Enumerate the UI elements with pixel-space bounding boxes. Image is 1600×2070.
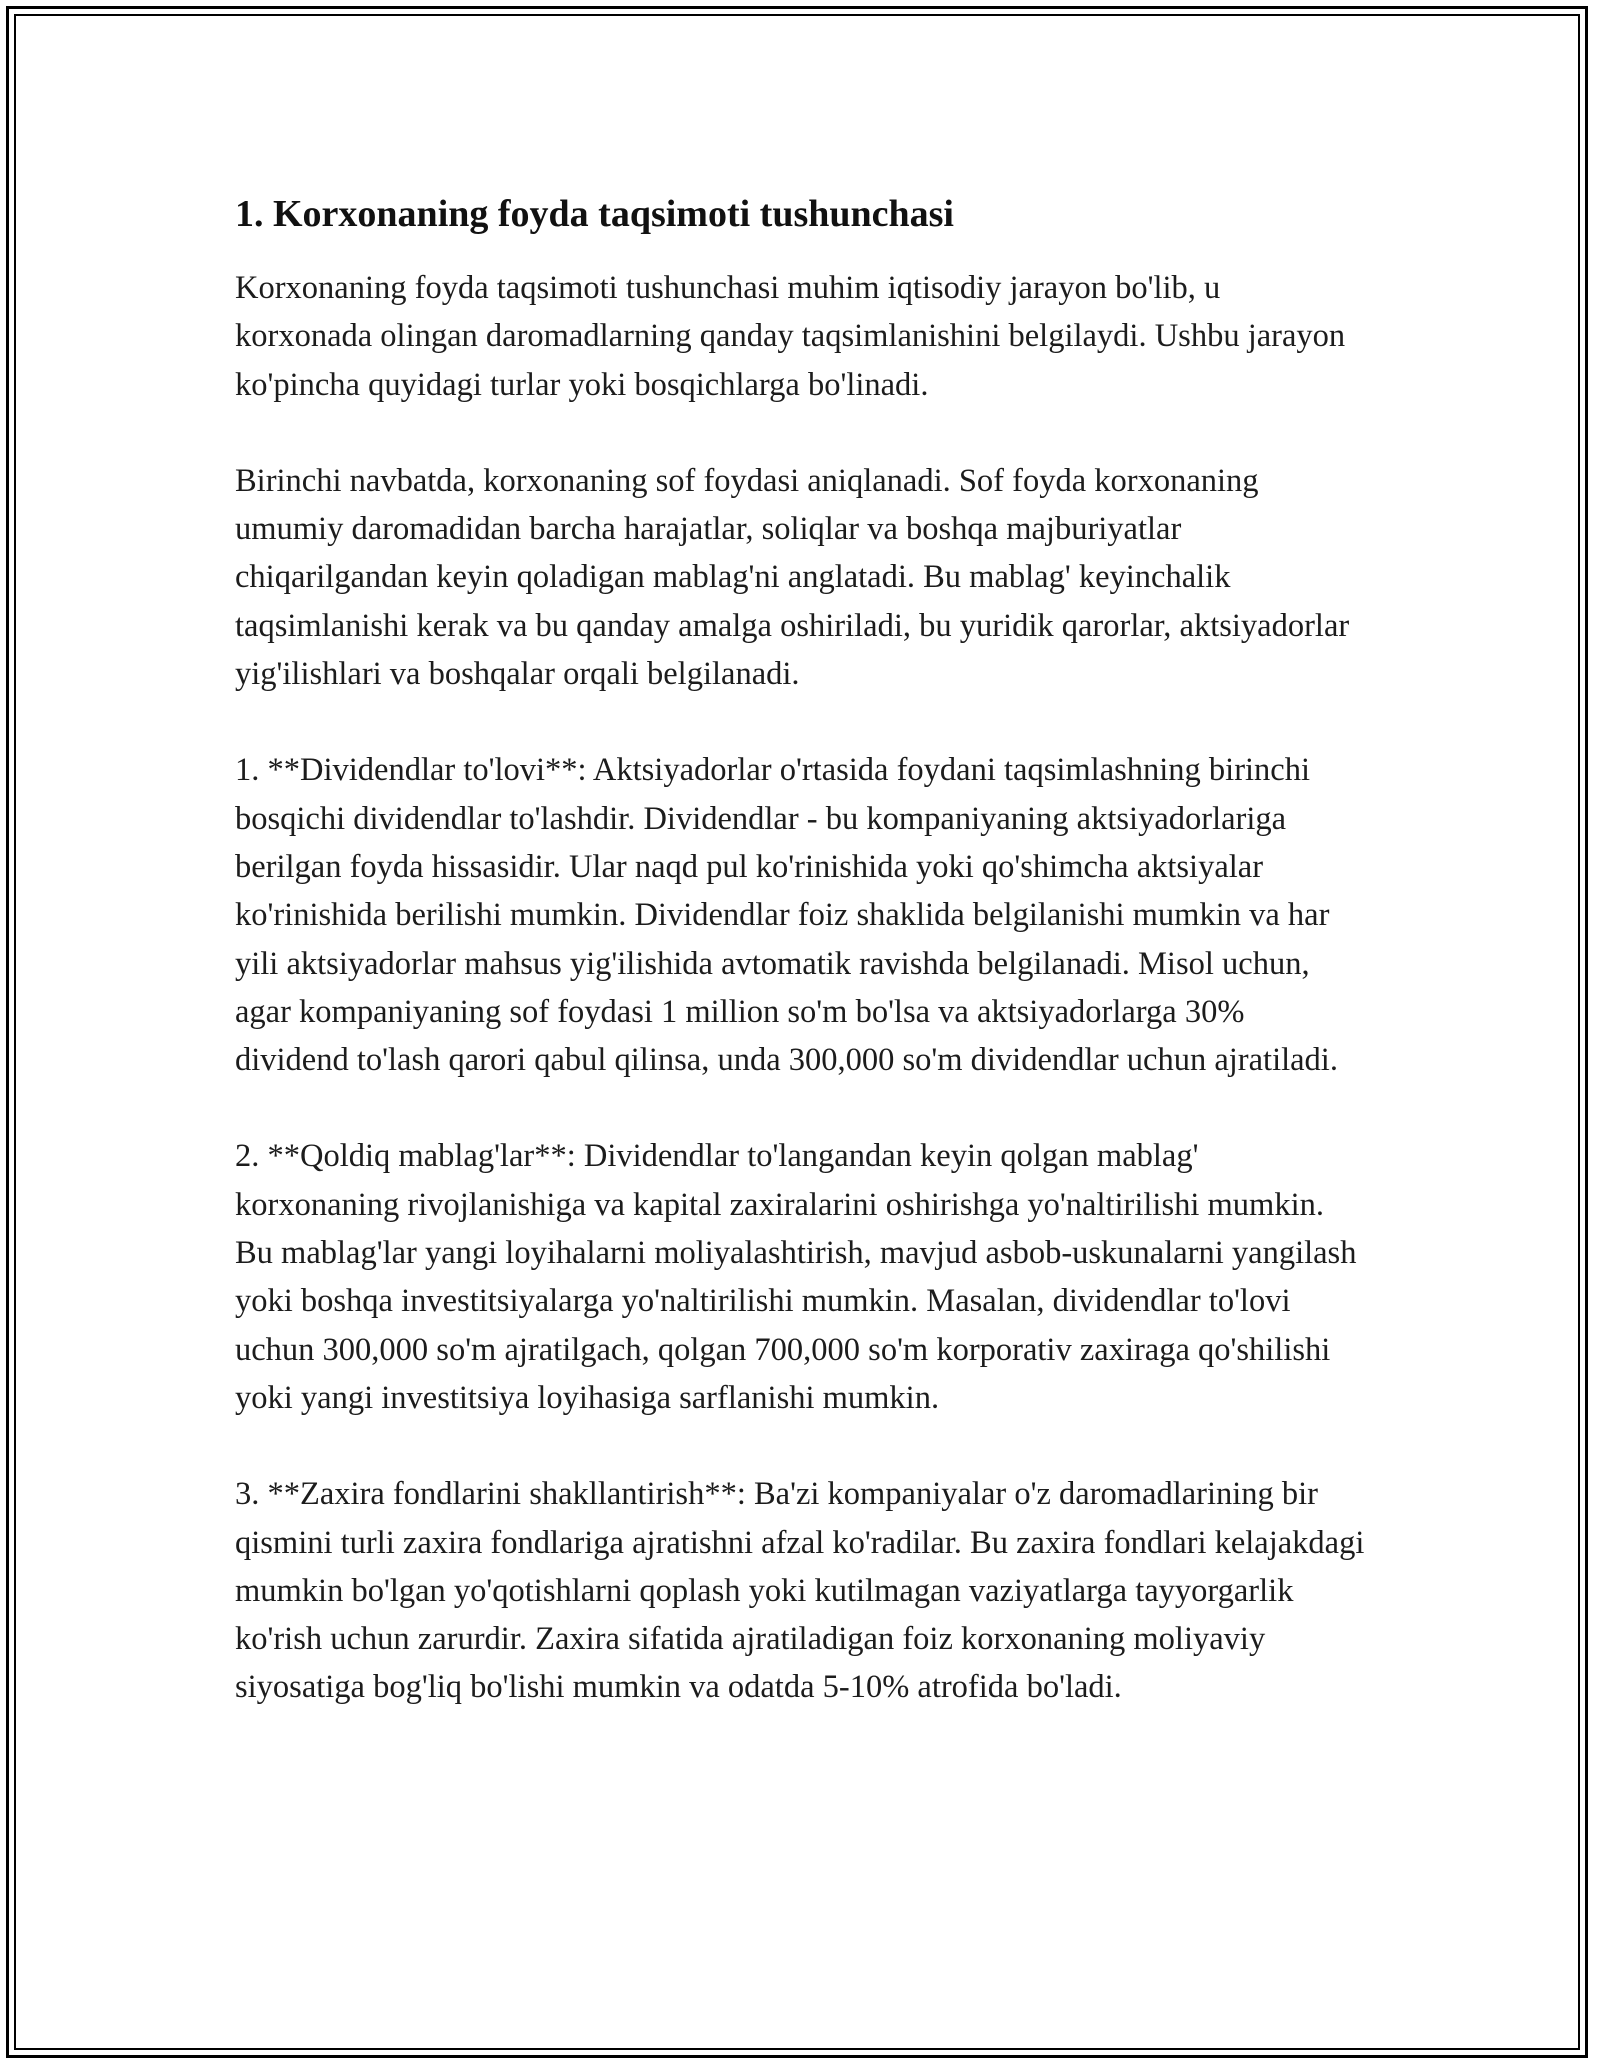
paragraph-dividends: 1. **Dividendlar to'lovi**: Aktsiyadorlar o'rtasida foydani taqsimlashning birinchi bosqichi dividendlar to'lashdir. Dividendlar - bu kompaniyaning aktsiyadorlariga berilgan foyda hissasidir. Ular naqd pul ko'rinishida yoki qo'shimcha aktsiyalar ko'rinishida berilishi mumkin. Dividendlar foiz shaklida belgilanishi mumkin va har yili aktsiyadorlar mahsus yig'ilishida avtomatik ravishda belgilanadi. Misol uchun, agar kompaniyaning sof foydasi 1 million so'm bo'lsa va aktsiyadorlarga 30% dividend to'lash qarori qabul qilinsa, unda 300,000 so'm dividendlar uchun ajratiladi.	[235, 752, 1338, 1079]
paragraph-net-profit: Birinchi navbatda, korxonaning sof foydasi aniqlanadi. Sof foyda korxonaning umumiy daromadidan barcha harajatlar, soliqlar va boshqa majburiyatlar chiqarilgandan keyin qoladigan mablag'ni anglatadi. Bu mablag' keyinchalik taqsimlanishi kerak va bu qanday amalga oshiriladi, bu yuridik qarorlar, aktsiyadorlar yig'ilishlari va boshqalar orqali belgilanadi.	[235, 462, 1350, 693]
section-heading: 1. Korxonaning foyda taqsimoti tushunchasi	[235, 193, 954, 235]
document-body	[235, 188, 1365, 1760]
paragraph-intro: Korxonaning foyda taqsimoti tushunchasi muhim iqtisodiy jarayon bo'lib, u korxonada olingan daromadlarning qanday taqsimlanishini belgilaydi. Ushbu jarayon ko'pincha quyidagi turlar yoki bosqichlarga bo'linadi.	[235, 270, 1346, 403]
paragraph-reserve-funds: 3. **Zaxira fondlarini shakllantirish**: Ba'zi kompaniyalar o'z daromadlarining bir qismini turli zaxira fondlariga ajratishni afzal ko'radilar. Bu zaxira fondlari kelajakdagi mumkin bo'lgan yo'qotishlarni qoplash yoki kutilmagan vaziyatlarga tayyorgarlik ko'rish uchun zarurdir. Zaxira sifatida ajratiladigan foiz korxonaning moliyaviy siyosatiga bog'liq bo'lishi mumkin va odatda 5-10% atrofida bo'ladi.	[235, 1476, 1365, 1706]
paragraph-residual-funds: 2. **Qoldiq mablag'lar**: Dividendlar to'langandan keyin qolgan mablag' korxonaning rivojlanishiga va kapital zaxiralarini oshirishga yo'naltirilishi mumkin. Bu mablag'lar yangi loyihalarni moliyalashtirish, mavjud asbob-uskunalarni yangilash yoki boshqa investitsiyalarga yo'naltirilishi mumkin. Masalan, dividendlar to'lovi uchun 300,000 so'm ajratilgach, qolgan 700,000 so'm korporativ zaxiraga qo'shilishi yoki yangi investitsiya loyihasiga sarflanishi mumkin.	[235, 1138, 1357, 1416]
